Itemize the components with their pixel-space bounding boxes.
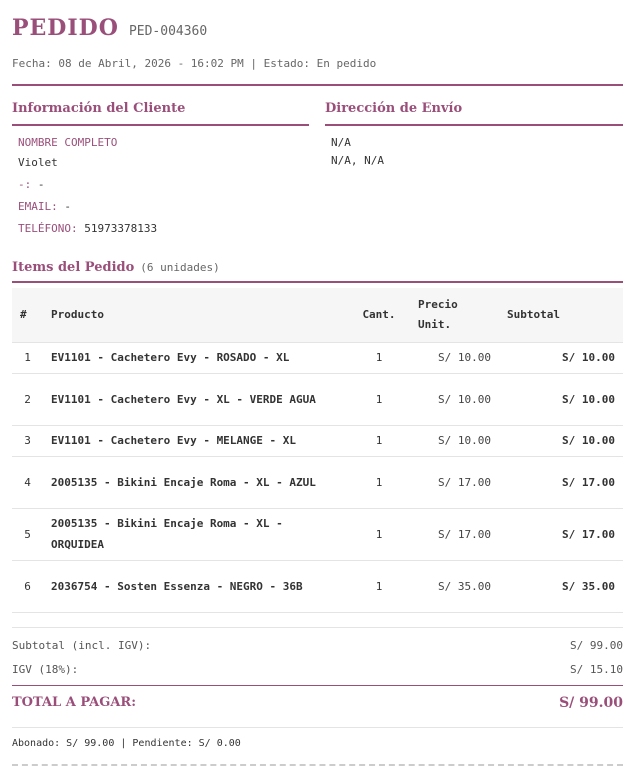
col-header-qty: Cant. xyxy=(362,307,396,321)
client-email-value: - xyxy=(64,200,71,213)
row-subtotal: S/ 10.00 xyxy=(499,373,623,425)
client-doc-value: - xyxy=(37,178,45,191)
col-header-product: Producto xyxy=(51,307,104,321)
row-num: 4 xyxy=(12,456,43,508)
col-header-num: # xyxy=(20,307,27,321)
row-product: EV1101 - Cachetero Evy - XL - VERDE AGUA xyxy=(43,373,348,425)
igv-label: IGV (18%): xyxy=(12,663,79,676)
row-price: S/ 17.00 xyxy=(410,456,499,508)
row-product: EV1101 - Cachetero Evy - ROSADO - XL xyxy=(43,342,348,373)
row-subtotal: S/ 35.00 xyxy=(499,560,623,612)
client-name-value: Violet xyxy=(18,156,58,169)
items-divider xyxy=(12,281,623,283)
total-label: TOTAL A PAGAR: xyxy=(12,695,137,710)
table-row xyxy=(12,373,623,425)
items-header-row xyxy=(12,288,623,342)
client-doc-label: -: xyxy=(18,178,32,191)
row-qty: 1 xyxy=(348,508,410,560)
row-product: 2005135 - Bikini Encaje Roma - XL - AZUL xyxy=(43,456,348,508)
shipping-line-1: N/A xyxy=(331,136,351,149)
row-qty: 1 xyxy=(348,456,410,508)
row-num: 5 xyxy=(12,508,43,560)
client-section-title: Información del Cliente xyxy=(12,101,186,116)
row-price: S/ 35.00 xyxy=(410,560,499,612)
total-row xyxy=(12,695,623,710)
subtotal-row xyxy=(12,639,623,652)
row-qty: 1 xyxy=(348,342,410,373)
header-divider xyxy=(12,84,623,86)
items-heading xyxy=(12,256,220,275)
order-header xyxy=(12,15,207,41)
order-meta: Fecha: 08 de Abril, 2026 - 16:02 PM | Estado: En pedido xyxy=(12,57,377,70)
items-title: Items del Pedido xyxy=(12,260,135,275)
col-header-subtotal: Subtotal xyxy=(507,307,560,321)
row-num: 1 xyxy=(12,342,43,373)
table-row xyxy=(12,425,623,456)
subtotal-label: Subtotal (incl. IGV): xyxy=(12,639,152,652)
row-subtotal: S/ 17.00 xyxy=(499,456,623,508)
total-value: S/ 99.00 xyxy=(559,695,623,711)
row-subtotal: S/ 10.00 xyxy=(499,425,623,456)
table-row xyxy=(12,560,623,612)
row-price: S/ 17.00 xyxy=(410,508,499,560)
table-row xyxy=(12,508,623,560)
table-row xyxy=(12,342,623,373)
client-doc-row xyxy=(18,178,45,191)
igv-value: S/ 15.10 xyxy=(570,663,623,676)
row-num: 3 xyxy=(12,425,43,456)
col-header-price-line1: Precio xyxy=(418,297,458,311)
shipping-line-2: N/A, N/A xyxy=(331,154,384,167)
table-row xyxy=(12,456,623,508)
client-email-label: EMAIL: xyxy=(18,200,58,213)
subtotal-value: S/ 99.00 xyxy=(570,639,623,652)
row-num: 6 xyxy=(12,560,43,612)
items-count: (6 unidades) xyxy=(140,261,220,274)
row-subtotal: S/ 10.00 xyxy=(499,342,623,373)
totals-divider xyxy=(12,627,623,628)
client-phone-value: 51973378133 xyxy=(84,222,158,235)
row-num: 2 xyxy=(12,373,43,425)
row-product: EV1101 - Cachetero Evy - MELANGE - XL xyxy=(43,425,348,456)
row-product: 2005135 - Bikini Encaje Roma - XL - ORQUIDEA xyxy=(43,508,348,560)
row-subtotal: S/ 17.00 xyxy=(499,508,623,560)
dashed-separator xyxy=(12,764,623,766)
igv-row xyxy=(12,663,623,676)
page-title: PEDIDO xyxy=(12,15,119,41)
total-divider xyxy=(12,685,623,686)
footer-divider xyxy=(12,727,623,728)
shipping-section-rule xyxy=(325,124,623,126)
row-qty: 1 xyxy=(348,425,410,456)
client-section-rule xyxy=(12,124,309,126)
client-phone-row xyxy=(18,222,157,235)
row-price: S/ 10.00 xyxy=(410,373,499,425)
row-price: S/ 10.00 xyxy=(410,342,499,373)
client-name-label: NOMBRE COMPLETO xyxy=(18,136,118,149)
col-header-price-line2: Unit. xyxy=(418,317,452,331)
row-price: S/ 10.00 xyxy=(410,425,499,456)
client-email-row xyxy=(18,200,71,213)
items-table xyxy=(12,288,623,613)
client-phone-label: TELÉFONO: xyxy=(18,222,78,235)
shipping-section-title: Dirección de Envío xyxy=(325,101,463,116)
order-code: PED-004360 xyxy=(128,24,208,39)
col-header-price xyxy=(410,288,499,342)
row-qty: 1 xyxy=(348,373,410,425)
payment-status: Abonado: S/ 99.00 | Pendiente: S/ 0.00 xyxy=(12,738,241,749)
row-product: 2036754 - Sosten Essenza - NEGRO - 36B xyxy=(43,560,348,612)
row-qty: 1 xyxy=(348,560,410,612)
